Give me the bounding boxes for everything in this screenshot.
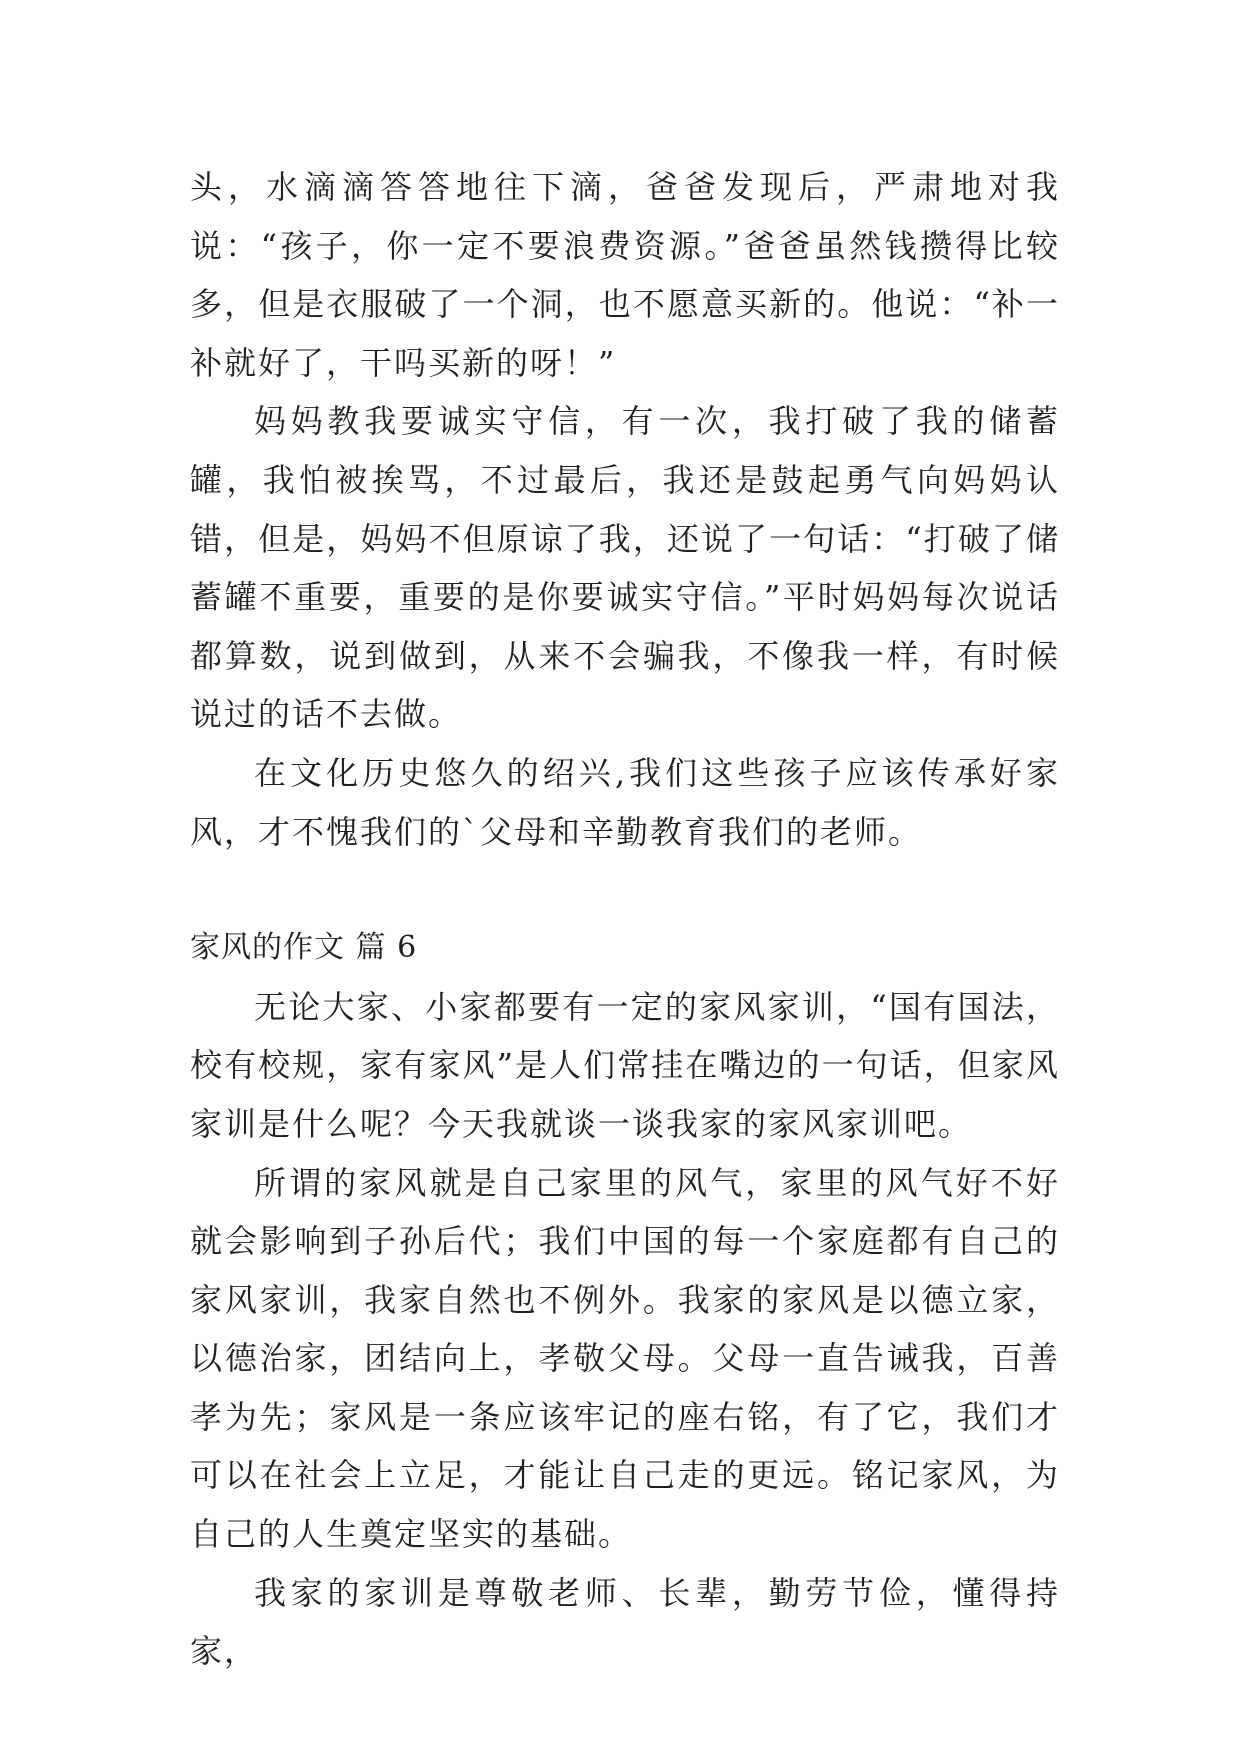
paragraph-heritage: 在文化历史悠久的绍兴,我们这些孩子应该传承好家风，才不愧我们的`父母和辛勤教育我们的老师。: [190, 753, 1060, 851]
paragraph-honesty: 妈妈教我要诚实守信，有一次，我打破了我的储蓄罐，我怕被挨骂，不过最后，我还是鼓起勇气向妈妈认错，但是，妈妈不但原谅了我，还说了一句话：“打破了储蓄罐不重要，重要的是你要诚实守信。”平时妈妈每次说话都算数，说到做到，从来不会骗我，不像我一样，有时候说过的话不去做。: [190, 402, 1060, 734]
continued-paragraph: 头，水滴滴答答地往下滴，爸爸发现后，严肃地对我说：“孩子，你一定不要浪费资源。”爸爸虽然钱攒得比较多，但是衣服破了一个洞，也不愿意买新的。他说：“补一补就好了，干吗买新的呀！”: [190, 168, 1060, 382]
paragraph-intro: 无论大家、小家都要有一定的家风家训，“国有国法，校有校规，家有家风”是人们常挂在嘴边的一句话，但家风家训是什么呢？今天我就谈一谈我家的家风家训吧。: [190, 987, 1060, 1143]
section-title: 家风的作文 篇 6: [190, 930, 418, 966]
paragraph-family-style: 所谓的家风就是自己家里的风气，家里的风气好不好就会影响到子孙后代；我们中国的每一个家庭都有自己的家风家训，我家自然也不例外。我家的家风是以德立家，以德治家，团结向上，孝敬父母。父母一直告诫我，百善孝为先；家风是一条应该牢记的座右铭，有了它，我们才可以在社会上立足，才能让自己走的更远。铭记家风，为自己的人生奠定坚实的基础。: [190, 1163, 1060, 1554]
paragraph-family-motto: 我家的家训是尊敬老师、长辈，勤劳节俭，懂得持家，: [190, 1573, 1060, 1671]
document-body: [190, 158, 1060, 1681]
